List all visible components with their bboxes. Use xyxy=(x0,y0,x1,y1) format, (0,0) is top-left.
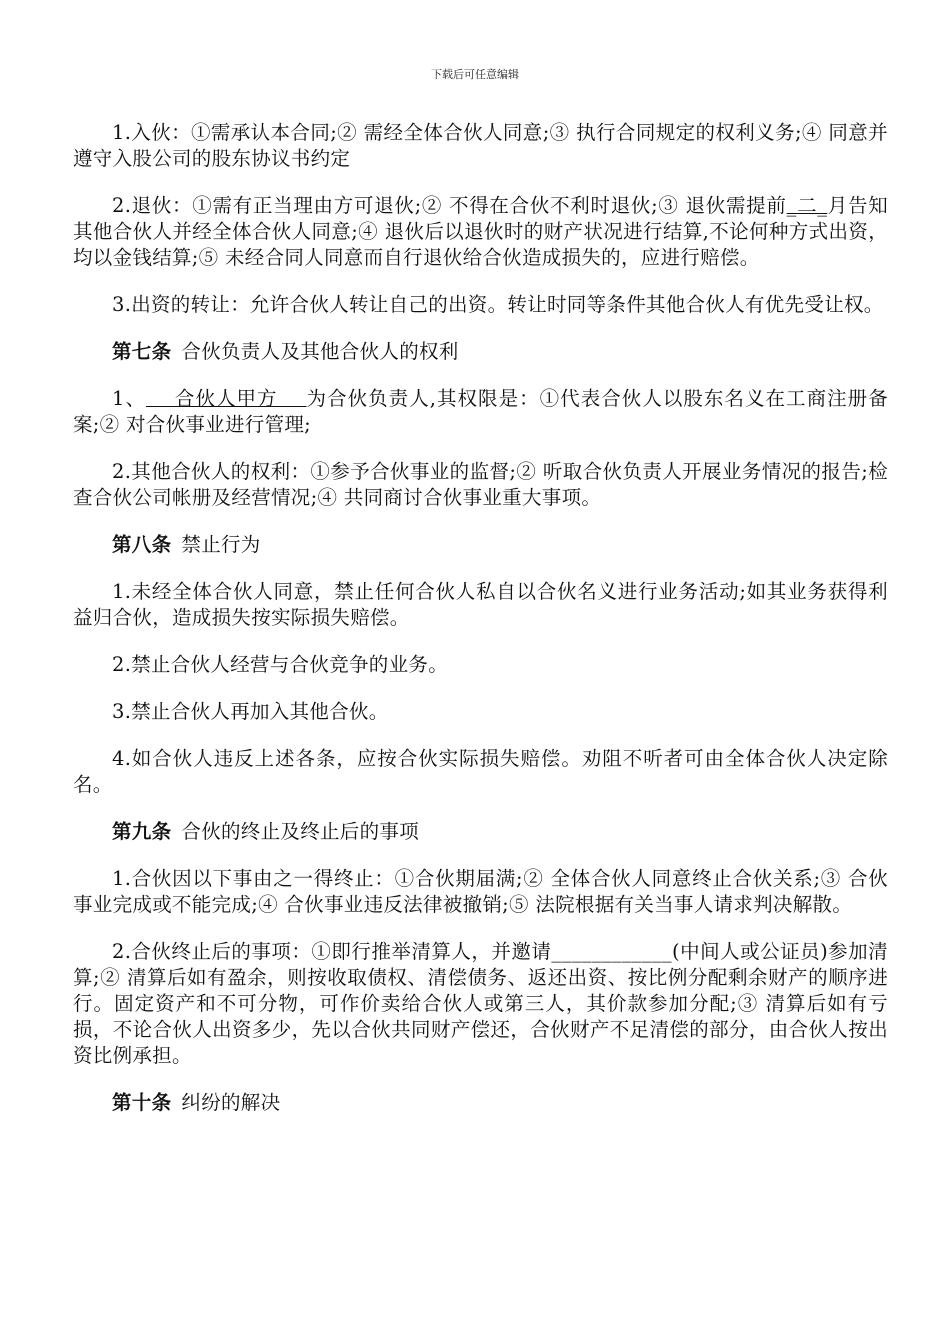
clause-other-partner-rights: 2.其他合伙人的权利：①参予合伙事业的监督;② 听取合伙负责人开展业务情况的报告;检查合伙公司帐册及经营情况;④ 共同商讨合伙事业重大事项。 xyxy=(73,460,888,509)
article-8-heading xyxy=(73,532,888,558)
article-8-number: 第八条 xyxy=(112,533,172,556)
header-note: 下载后可任意编辑 xyxy=(431,68,519,81)
article-10-title: 纠纷的解决 xyxy=(181,1091,281,1114)
article-10-number: 第十条 xyxy=(112,1091,172,1114)
article-8-title: 禁止行为 xyxy=(181,533,261,556)
article-9-number: 第九条 xyxy=(112,820,172,843)
article-10-heading xyxy=(73,1090,888,1116)
clause-manager-prefix: 1、 xyxy=(112,387,146,410)
clause-prohibit-4: 4.如合伙人违反上述各条，应按合伙实际损失赔偿。劝阻不听者可由全体合伙人决定除名。 xyxy=(73,747,888,796)
notice-months-blank: _二_ xyxy=(786,194,828,217)
clause-prohibit-3: 3.禁止合伙人再加入其他合伙。 xyxy=(112,700,389,723)
clause-withdrawal-text-a: 2.退伙：①需有正当理由方可退伙;② 不得在合伙不利时退伙;③ 退伙需提前 xyxy=(112,194,787,217)
clause-manager-rights xyxy=(73,386,888,438)
clause-termination-2-text-a: 2.合伙终止后的事项：①即行推举清算人，并邀请 xyxy=(112,940,552,963)
liquidator-blank: ____________ xyxy=(551,940,672,963)
clause-admission: 1.入伙：①需承认本合同;② 需经全体合伙人同意;③ 执行合同规定的权利义务;④ 同意并遵守入股公司的股东协议书约定 xyxy=(73,121,888,170)
article-9-heading xyxy=(73,819,888,845)
article-7-heading xyxy=(73,339,888,365)
article-7-title: 合伙负责人及其他合伙人的权利 xyxy=(181,340,459,363)
clause-manager-text: 为合伙负责人,其权限是：①代表合伙人以股东名义在工商注册备案;② 对合伙事业进行管理; xyxy=(73,387,888,436)
clause-prohibit-1: 1.未经全体合伙人同意，禁止任何合伙人私自以合伙名义进行业务活动;如其业务获得利益归合伙，造成损失按实际损失赔偿。 xyxy=(73,580,888,629)
clause-transfer: 3.出资的转让：允许合伙人转让自己的出资。转让时同等条件其他合伙人有优先受让权。 xyxy=(112,293,884,316)
clause-prohibit-2: 2.禁止合伙人经营与合伙竞争的业务。 xyxy=(112,653,449,676)
clause-termination-2 xyxy=(73,939,888,1069)
article-9-title: 合伙的终止及终止后的事项 xyxy=(181,820,420,843)
manager-name-blank: 合伙人甲方 xyxy=(145,387,307,410)
clause-withdrawal-text-b: 月告知其他合伙人并经全体合伙人同意;④ 退伙后以退伙时的财产状况进行结算,不论何种方式出资，均以金钱结算;⑤ 未经合同人同意而自行退伙给合伙造成损失的，应进行赔偿。 xyxy=(73,194,888,269)
clause-termination-2-text-b: (中间人或公证员)参加清算;② 清算后如有盈余，则按收取债权、清偿债务、返还出资、按比例分配剩余财产的顺序进行。固定资产和不可分物，可作价卖给合伙人或第三人，其价款参加分配;③ 清算后如有亏损，不论合伙人出资多少，先以合伙共同财产偿还，合伙财产不足清偿的部分，由合伙人按出资比例承担。 xyxy=(73,940,888,1067)
article-7-number: 第七条 xyxy=(112,340,172,363)
clause-withdrawal xyxy=(73,193,888,271)
clause-termination-1: 1.合伙因以下事由之一得终止：①合伙期届满;② 全体合伙人同意终止合伙关系;③ 合伙事业完成或不能完成;④ 合伙事业违反法律被撤销;⑤ 法院根据有关当事人请求判决解散。 xyxy=(73,867,888,916)
document-body xyxy=(73,120,888,1137)
